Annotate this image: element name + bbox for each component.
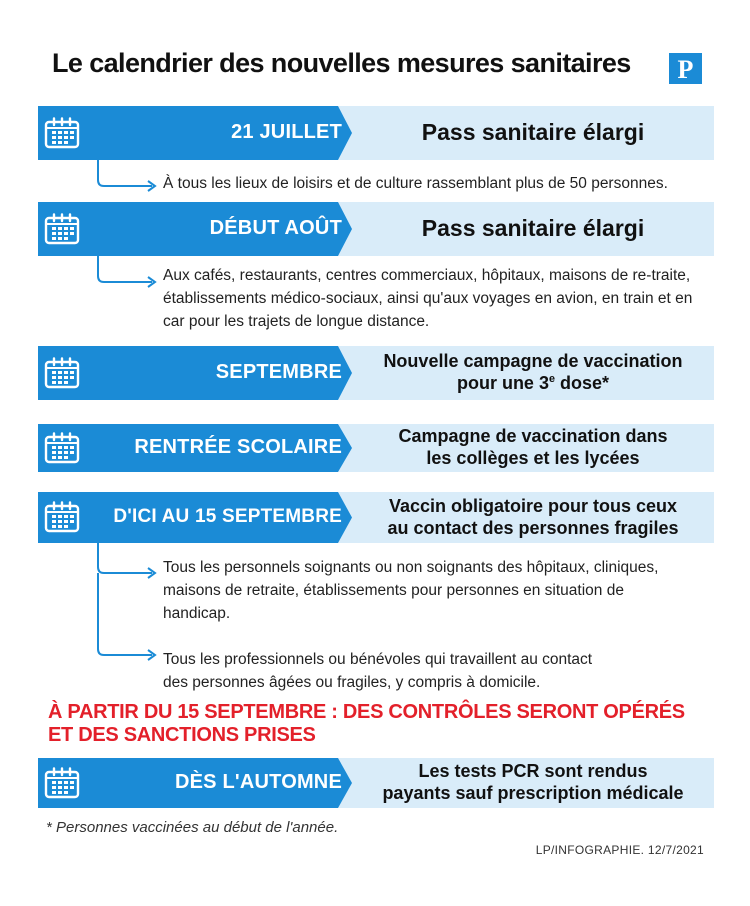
calendar-icon [44,432,80,464]
measure-line-2: pour une 3e dose* [456,373,610,393]
measure-line-2: payants sauf prescription médicale [382,783,684,803]
arrow-icon [92,543,162,673]
arrow-icon [92,256,162,290]
calendar-icon [44,357,80,389]
logo-letter: P [677,55,694,84]
event-measure [352,758,714,808]
event-detail: À tous les lieux de loisirs et de culture rassemblant plus de 50 personnes. [163,175,668,192]
calendar-icon [44,213,80,245]
timeline-row-debut-aout [38,202,714,256]
event-measure: Pass sanitaire élargi [421,119,645,146]
event-date: RENTRÉE SCOLAIRE [134,436,342,458]
footnote: * Personnes vaccinées au début de l'année. [46,819,339,836]
calendar-icon [44,117,80,149]
arrow-icon [92,160,162,194]
timeline-row-15-septembre [38,492,714,543]
timeline-row-septembre [38,346,714,400]
event-date: SEPTEMBRE [215,361,342,383]
alert-text [48,701,685,747]
alert-line-1: À PARTIR DU 15 SEPTEMBRE : DES CONTRÔLES SERONT OPÉRÉS [48,701,685,723]
event-measure [352,492,714,543]
event-measure: Pass sanitaire élargi [421,215,645,242]
event-measure [352,346,714,400]
measure-line-1: Les tests PCR sont rendus [418,761,648,782]
event-date: D'ICI AU 15 SEPTEMBRE [113,506,342,527]
event-date: 21 JUILLET [231,121,342,143]
page-title: Le calendrier des nouvelles mesures sanitaires [52,48,631,78]
measure-line-1: Nouvelle campagne de vaccination [383,351,683,372]
measure-line-2: les collèges et les lycées [426,448,640,468]
timeline-row-rentree-scolaire [38,424,714,472]
event-date: DÈS L'AUTOMNE [175,771,342,793]
le-parisien-logo [669,53,702,84]
event-detail: Aux cafés, restaurants, centres commerciaux, hôpitaux, maisons de re-traite, établissements médico-sociaux, ainsi qu'aux voyages en avion, en train et en car pour les trajets de longue distance. [163,267,693,330]
alert-line-2: ET DES SANCTIONS PRISES [48,724,316,746]
measure-line-1: Campagne de vaccination dans [398,426,668,447]
calendar-icon [44,501,80,533]
event-detail: Tous les personnels soignants ou non soignants des hôpitaux, cliniques, maisons de retraite, établissements pour personnes en situation de handicap. [163,559,659,622]
timeline-row-21-juillet [38,106,714,160]
event-detail: Tous les professionnels ou bénévoles qui travaillent au contact des personnes âgées ou fragiles, y compris à domicile. [163,651,593,691]
event-date: DÉBUT AOÛT [209,217,342,239]
credit: LP/INFOGRAPHIE. 12/7/2021 [535,843,704,857]
measure-line-1: Vaccin obligatoire pour tous ceux [388,495,678,516]
measure-line-2: au contact des personnes fragiles [387,517,679,538]
event-measure [352,424,714,472]
timeline-row-des-l-automne [38,758,714,808]
calendar-icon [44,767,80,799]
